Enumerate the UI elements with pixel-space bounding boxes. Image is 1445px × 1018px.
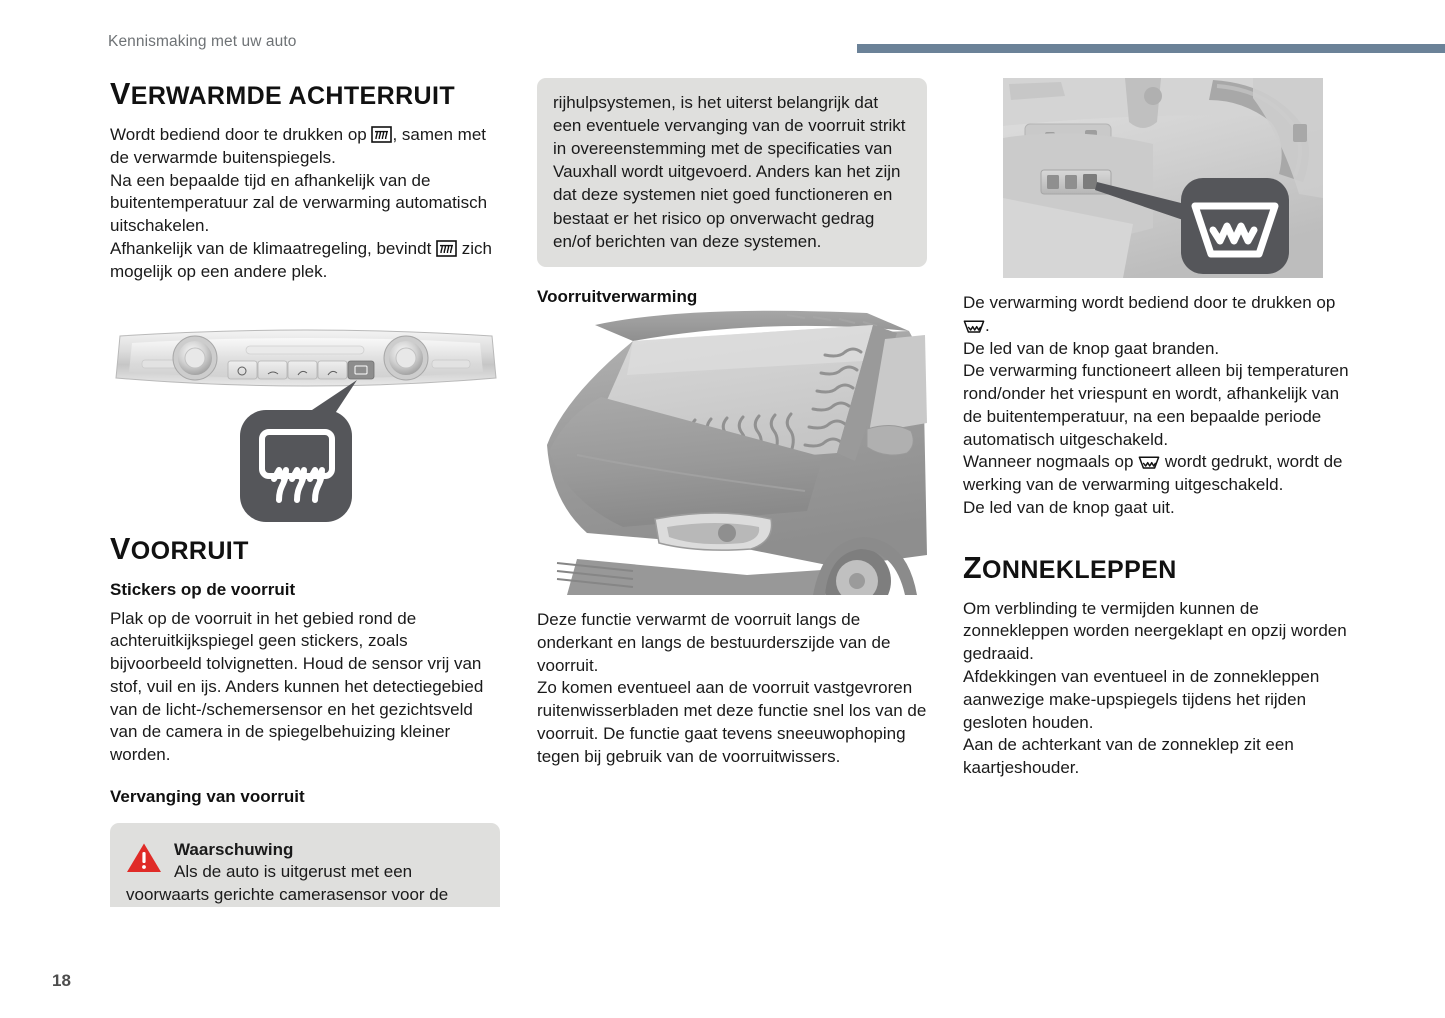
warning-line-1: Als de auto is uitgerust met een [174, 862, 413, 882]
warning-triangle-icon [126, 842, 162, 879]
spacer [537, 267, 927, 286]
spacer [963, 520, 1353, 552]
location-text-part-2: zich mogelijk op een andere plek. [110, 238, 492, 281]
subheading-vervanging-van-voorruit: Vervanging van voorruit [110, 787, 305, 806]
paragraph-frozen-wipers: Zo komen eventueel aan de voorruit vastgevroren ruitenwisserbladen met deze functie snel los van de voorruit. De functie gaat tevens sneeuwophoping tegen bij gebruik van de voorruitwissers. [537, 678, 927, 766]
windscreen-defrost-icon [963, 318, 985, 333]
page-title-verwarmde-achterruit: VERWARMDE ACHTERRUIT [110, 77, 456, 111]
paragraph-press-again [963, 451, 1353, 497]
paragraph-sun-visors-1: Om verblinding te vermijden kunnen de zonnekleppen worden neergeklapt en opzij worden gedraaid. [963, 598, 1347, 664]
paragraph-heating-description: Deze functie verwarmt de voorruit langs de onderkant en langs de bestuurderszijde van de voorruit. [537, 610, 891, 675]
press-again-part-1: Wanneer nogmaals op [963, 452, 1139, 472]
warning-box-continuation [537, 78, 927, 267]
page-title-voorruit: VOORRUIT [110, 532, 249, 567]
figure-van-windscreen-heating [537, 305, 929, 595]
hvac-right-knob [384, 336, 428, 380]
hvac-left-knob [173, 336, 217, 380]
hvac-button-row [228, 361, 374, 379]
paragraph-location-note [110, 238, 500, 284]
paragraph-led-off: De led van de knop gaat uit. [963, 497, 1175, 517]
paragraph-sun-visors-2: Afdekkingen van eventueel in de zonnekleppen aanwezige make-upspiegels tijdens het rijden gesloten houden. [963, 666, 1320, 732]
rear-window-defrost-icon [436, 240, 457, 257]
warning-text-block [174, 839, 412, 884]
page-title-zonnekleppen: ZONNEKLEPPEN [963, 550, 1177, 585]
heating-text-part-1: De verwarming wordt bediend door te drukken op [963, 293, 1336, 312]
intro-text-part-2: , samen met de verwarmde buitenspiegels. [110, 125, 487, 167]
paragraph-auto-switch-off: Na een bepaalde tijd en afhankelijk van de buitentemperatuur zal de verwarming automatisch uitschakelen. [110, 170, 488, 236]
subheading-stickers-op-de-voorruit: Stickers op de voorruit [110, 580, 296, 600]
paragraph-sun-visors-3: Aan de achterkant van de zonneklep zit een kaartjeshouder. [963, 735, 1294, 778]
paragraph-temperature-conditions: De verwarming functioneert alleen bij temperaturen rond/onder het vriespunt en wordt, afhankelijk van de buitentemperatuur, na een bepaalde periode automatisch uitgeschakeld. [963, 361, 1349, 449]
heating-text-part-2: . [985, 315, 990, 335]
paragraph-led-on: De led van de knop gaat branden. [963, 338, 1220, 358]
page-number: 18 [52, 971, 71, 990]
intro-text-part-1: Wordt bediend door te drukken op [110, 125, 372, 145]
spacer [110, 814, 500, 823]
header-rule [857, 44, 1445, 53]
windscreen-defrost-icon [1138, 454, 1160, 469]
figure-hvac-control-panel [110, 322, 502, 532]
press-again-part-2: wordt gedrukt, wordt de werking van de verwarming uitgeschakeld. [963, 452, 1343, 495]
subheading-voorruitverwarming: Voorruitverwarming [537, 286, 698, 306]
paragraph-heating-button [963, 292, 1353, 338]
warning-box [110, 823, 500, 907]
rear-window-defrost-icon [371, 126, 392, 143]
paragraph-rear-window-intro [110, 124, 500, 170]
paragraph-warning-continued: rijhulpsystemen, is het uiterst belangrijk dat een eventuele vervanging van de voorruit strikt in overeenstemming met de specificaties van Vauxhall wordt uitgevoerd. Anders kan het zijn dat deze systemen niet goed functioneren en bestaat er het risico op onverwacht gedrag en/of berichten van deze systemen. [553, 93, 906, 251]
paragraph-stickers: Plak op de voorruit in het gebied rond de achteruitkijkspiegel geen stickers, zoals bijvoorbeeld tolvignetten. Houd de sensor vrij van stof, vuil en ijs. Anders kunnen het detectiegebied van de licht-/schemersensor en het gezichtsveld van de camera in de spiegelbehuizing kleiner worden. [110, 608, 484, 765]
warning-header-row [126, 839, 484, 884]
warning-title: Waarschuwing [174, 840, 294, 860]
figure-dashboard-button [1003, 78, 1323, 278]
warning-line-2: voorwaarts gerichte camerasensor voor de [126, 885, 449, 905]
running-head: Kennismaking met uw auto [108, 33, 297, 50]
spacer [110, 767, 500, 786]
location-text-part-1: Afhankelijk van de klimaatregeling, bevindt [110, 238, 437, 258]
